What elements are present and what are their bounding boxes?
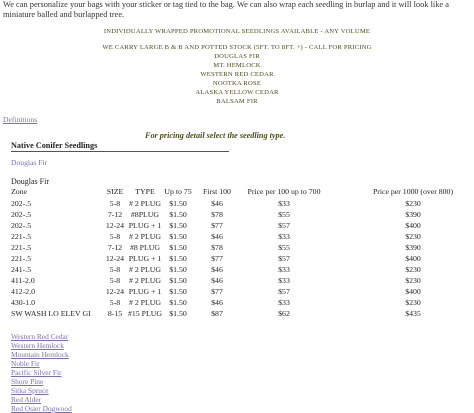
promo-line: INDIVIDUALLY WRAPPED PROMOTIONAL SEEDLINGS AVAILABLE - ANY VOLUME — [103, 28, 371, 35]
price-per-1000-cell: $390 — [405, 243, 421, 252]
large-stock-item: DOUGLAS FIR — [214, 53, 260, 60]
zone-cell: 241-.5 — [11, 265, 32, 274]
zone-cell: 411-2.0 — [11, 276, 35, 285]
type-cell: # 2 PLUG — [128, 298, 162, 307]
size-cell: 12-24 — [105, 221, 125, 230]
zone-cell: SW WASH LO ELEV GI — [11, 309, 91, 318]
large-stock-item: BALSAM FIR — [216, 98, 258, 105]
first-100-cell: $46 — [211, 265, 223, 274]
size-cell: 5-8 — [109, 276, 121, 285]
first-100-cell: $77 — [211, 287, 223, 296]
promo-banner — [0, 27, 474, 36]
table-row — [0, 308, 474, 319]
zone-cell: 430-1.0 — [11, 298, 36, 307]
type-cell: #8 PLUG — [129, 243, 161, 252]
table-row — [0, 231, 474, 242]
up-to-75-cell: $1.50 — [169, 199, 187, 208]
large-stock-item: WESTERN RED CEDAR — [200, 71, 274, 78]
species-link[interactable]: Red Alder — [11, 395, 42, 404]
table-row — [0, 275, 474, 286]
price-per-100-cell: $33 — [278, 298, 290, 307]
size-cell: 12-24 — [105, 287, 125, 296]
douglas-fir-link[interactable]: Douglas Fir — [11, 158, 48, 167]
type-cell: # 2 PLUG — [128, 232, 162, 241]
first-100-cell: $77 — [211, 254, 223, 263]
zone-cell: 221-.5 — [11, 232, 32, 241]
header-first-100: First 100 — [203, 187, 231, 196]
species-link[interactable]: Shore Pine — [11, 377, 44, 386]
price-per-1000-cell: $390 — [405, 210, 421, 219]
type-cell: #15 PLUG — [128, 309, 163, 318]
zone-cell: 202-.5 — [11, 210, 32, 219]
price-per-100-cell: $55 — [278, 210, 290, 219]
zone-cell: 412-2.0 — [11, 287, 36, 296]
species-link[interactable]: Pacific Silver Fir — [11, 368, 62, 377]
table-header-row — [0, 186, 474, 197]
species-link[interactable]: Western Hemlock — [11, 341, 64, 350]
first-100-cell: $46 — [211, 199, 223, 208]
section-title: Native Conifer Seedlings — [11, 141, 229, 152]
price-per-1000-cell: $400 — [405, 287, 421, 296]
size-cell: 7-12 — [107, 243, 123, 252]
price-per-1000-cell: $230 — [405, 199, 421, 208]
species-link[interactable]: Mountain Hemlock — [11, 350, 69, 359]
price-per-100-cell: $57 — [278, 287, 290, 296]
table-row — [0, 198, 474, 209]
size-cell: 5-8 — [109, 232, 121, 241]
price-per-1000-cell: $435 — [405, 309, 421, 318]
price-per-100-cell: $55 — [278, 243, 290, 252]
large-stock-item: ALASKA YELLOW CEDAR — [195, 89, 279, 96]
large-stock-heading: WE CARRY LARGE B & B AND POTTED STOCK (5FT. TO 8FT. +) - CALL FOR PRICING — [102, 44, 372, 51]
header-price-per-100: Price per 100 up to 700 — [247, 187, 321, 196]
type-cell: #8PLUG — [130, 210, 160, 219]
type-cell: # 2 PLUG — [128, 276, 162, 285]
large-stock-list — [0, 43, 474, 106]
size-cell: 7-12 — [107, 210, 123, 219]
definitions-link[interactable]: Definitions — [3, 115, 38, 124]
header-size: SIZE — [106, 187, 124, 196]
up-to-75-cell: $1.50 — [169, 232, 187, 241]
type-cell: PLUG + 1 — [128, 287, 162, 296]
price-per-100-cell: $33 — [278, 265, 290, 274]
type-cell: # 2 PLUG — [128, 265, 162, 274]
price-per-100-cell: $57 — [278, 254, 290, 263]
up-to-75-cell: $1.50 — [169, 265, 187, 274]
header-up-to-75: Up to 75 — [164, 187, 192, 196]
species-link[interactable]: Western Red Cedar — [11, 332, 69, 341]
price-per-100-cell: $57 — [278, 221, 290, 230]
header-price-per-1000: Price per 1000 (over 800) — [372, 187, 454, 196]
header-type: TYPE — [135, 187, 155, 196]
species-link[interactable]: Red Osier Dogwood — [11, 404, 72, 413]
price-per-100-cell: $33 — [278, 276, 290, 285]
species-link-list — [11, 332, 72, 413]
price-per-1000-cell: $230 — [405, 298, 421, 307]
up-to-75-cell: $1.50 — [169, 243, 187, 252]
table-row — [0, 209, 474, 220]
size-cell: 8-15 — [107, 309, 123, 318]
first-100-cell: $78 — [211, 210, 223, 219]
up-to-75-cell: $1.50 — [169, 298, 187, 307]
first-100-cell: $46 — [211, 276, 223, 285]
table-row — [0, 242, 474, 253]
up-to-75-cell: $1.50 — [169, 287, 187, 296]
first-100-cell: $87 — [211, 309, 223, 318]
species-link[interactable]: Noble Fir — [11, 359, 40, 368]
zone-cell: 221-.5 — [11, 254, 32, 263]
size-cell: 5-8 — [109, 298, 121, 307]
price-per-1000-cell: $230 — [405, 232, 421, 241]
header-zone: Zone — [11, 187, 28, 196]
first-100-cell: $46 — [211, 232, 223, 241]
table-row — [0, 220, 474, 231]
large-stock-item: MT. HEMLOCK — [213, 62, 261, 69]
price-per-100-cell: $33 — [278, 232, 290, 241]
pricing-note: For pricing detail select the seedling type. — [145, 131, 286, 140]
up-to-75-cell: $1.50 — [169, 254, 187, 263]
type-cell: # 2 PLUG — [128, 199, 162, 208]
first-100-cell: $77 — [211, 221, 223, 230]
price-per-1000-cell: $400 — [405, 254, 421, 263]
table-row — [0, 297, 474, 308]
first-100-cell: $46 — [211, 298, 223, 307]
up-to-75-cell: $1.50 — [169, 276, 187, 285]
price-per-1000-cell: $230 — [405, 265, 421, 274]
species-link[interactable]: Sitka Spruce — [11, 386, 49, 395]
size-cell: 12-24 — [105, 254, 125, 263]
type-cell: PLUG + 1 — [128, 221, 162, 230]
first-100-cell: $78 — [211, 243, 223, 252]
table-title: Douglas Fir — [11, 177, 49, 186]
zone-cell: 221-.5 — [11, 243, 32, 252]
up-to-75-cell: $1.50 — [169, 309, 187, 318]
up-to-75-cell: $1.50 — [169, 221, 187, 230]
up-to-75-cell: $1.50 — [169, 210, 187, 219]
zone-cell: 202-.5 — [11, 221, 32, 230]
size-cell: 5-8 — [109, 199, 121, 208]
size-cell: 5-8 — [109, 265, 121, 274]
intro-text: We can personalize your bags with your sticker or tag tied to the bag. We can also wrap each seedling in burlap and it will look like a miniature balled and burlapped tree. — [3, 0, 449, 19]
table-row — [0, 253, 474, 264]
table-row — [0, 286, 474, 297]
zone-cell: 202-.5 — [11, 199, 32, 208]
price-per-100-cell: $33 — [278, 199, 290, 208]
price-per-100-cell: $62 — [278, 309, 290, 318]
table-row — [0, 264, 474, 275]
price-per-1000-cell: $400 — [405, 221, 421, 230]
price-per-1000-cell: $230 — [405, 276, 421, 285]
large-stock-item: NOOTKA ROSE — [212, 80, 262, 87]
type-cell: PLUG + 1 — [128, 254, 162, 263]
